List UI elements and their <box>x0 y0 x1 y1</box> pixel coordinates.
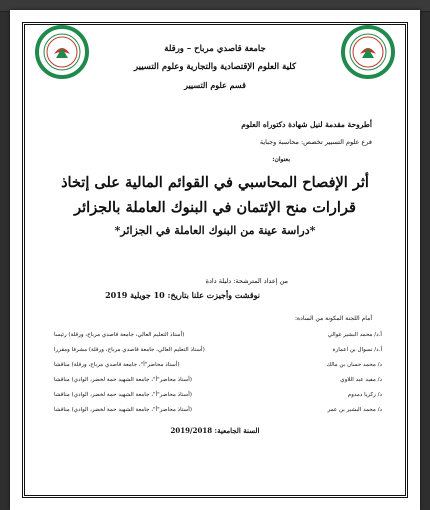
jury-member-role: (أستاذ التعليم العالي، جامعة قاصدي مرباح، ورقلة) رئيسا <box>54 332 185 338</box>
jury-member-role: (أستاذ محاضر"أ"، جامعة الشهيد حمة لخضر، الوادي) مناقشا <box>54 377 192 383</box>
jury-member-role: (أستاذ التعليم العالي، جامعة قاصدي مرباح، ورقلة) مشرفا ومقررا <box>54 347 205 353</box>
title-label: بعنوان: <box>272 156 290 163</box>
jury-member <box>54 377 382 387</box>
jury-member-role: (أستاذ محاضر"أ"، جامعة الشهيد حمة لخضر، الوادي) مناقشا <box>54 392 192 398</box>
jury-member-name: د/ محمد حسان بن مالك <box>326 362 382 368</box>
jury-member-name: أ.د/ نسوال بن اعمارة <box>332 347 382 353</box>
jury-heading: أمام اللجنة المكونة من السادة: <box>295 315 372 322</box>
jury-member-name: أ.د/ محمد البشير غوالي <box>327 332 382 338</box>
candidate-name: من إعداد المترشحة: دليلة دادة <box>205 277 288 285</box>
thesis-title-line1: أثر الإفصاح المحاسبي في القوائم المالية على إتخاذ <box>61 174 369 191</box>
document-page <box>10 10 420 510</box>
jury-member-name: د/ مفيد عبد اللاوي <box>340 377 382 383</box>
thesis-type: أطروحة مقدمة لنيل شهادة دكتوراه العلوم <box>241 120 372 129</box>
jury-member-role: (أستاذ محاضر"أ"، جامعة قاصدي مرباح، ورقلة) مناقشا <box>54 362 180 368</box>
jury-member-name: د/ محمد البشير بن عمر <box>327 407 382 413</box>
jury-member <box>54 392 382 402</box>
department-name: قسم علوم التسيير <box>184 80 246 90</box>
defense-date: نوقشت وأجيزت علنا بتاريخ: 10 جويلية 2019 <box>105 290 260 300</box>
academic-year: السنة الجامعية: 2019/2018 <box>170 426 260 435</box>
jury-member <box>54 407 382 417</box>
faculty-name: كلية العلوم الإقتصادية والتجارية وعلوم التسيير <box>133 62 297 72</box>
jury-member <box>54 362 382 372</box>
thesis-subtitle: *دراسة عينة من البنوك العاملة في الجزائر* <box>114 224 316 237</box>
jury-member <box>54 347 382 357</box>
thesis-title-line2: قرارات منح الإئتمان في البنوك العاملة بالجزائر <box>74 199 356 216</box>
jury-member <box>54 332 382 342</box>
jury-member-role: (أستاذ محاضر"أ"، جامعة الشهيد حمة لخضر، الوادي) مناقشا <box>54 407 192 413</box>
thesis-branch: فرع علوم التسيير تخصص: محاسبة وجباية <box>259 138 372 146</box>
university-name: جامعة قاصدي مرباح – ورقلة <box>164 44 266 54</box>
jury-member-name: د/ زكريا دمدوم <box>347 392 382 398</box>
